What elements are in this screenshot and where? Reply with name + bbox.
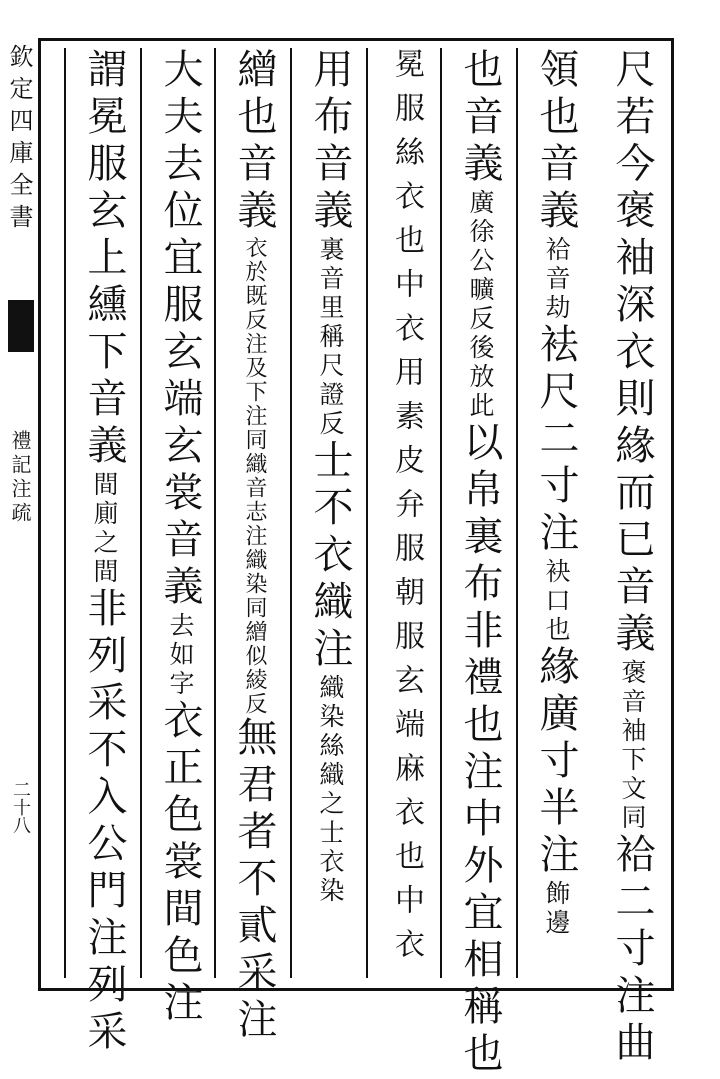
- main-text: 衣正色裳間色注: [157, 699, 203, 1028]
- annotation: 裏音里稱尺證反: [316, 236, 345, 439]
- margin-fishtail-mark: [8, 300, 34, 352]
- annotation: 去如字: [166, 612, 195, 699]
- annotation: 褒音袖下文同: [618, 659, 647, 833]
- margin-title: 欽定四庫全書: [5, 44, 33, 236]
- text-column-1: [594, 48, 670, 1068]
- annotation: 飾邊: [542, 880, 571, 938]
- main-text: 士不衣織注: [307, 439, 353, 674]
- margin-page-number: 二十八: [10, 780, 31, 834]
- text-column-4: [366, 48, 442, 978]
- main-text: 尺若今褒袖深衣則緣而已音義: [609, 48, 655, 659]
- main-text: 非列采不入公門注列采: [81, 587, 127, 1057]
- annotation: 袷音劫: [542, 236, 571, 323]
- main-text: 也音義: [457, 48, 503, 189]
- main-text: 袪尺二寸注: [533, 323, 579, 558]
- main-text: 無君者不貳采注: [231, 716, 277, 1045]
- main-text: 以帛裏布非禮也注中外宜相稱也: [457, 421, 503, 1079]
- main-text: 用布音義: [307, 48, 353, 236]
- annotation: 間廁之間: [90, 471, 119, 587]
- annotation: 廣徐公曠反後放此: [466, 189, 495, 421]
- text-column-5: [290, 48, 366, 978]
- main-text: 領也音義: [533, 48, 579, 236]
- annotation: 衣於既反注及下注同織音志注織染同繒似綾反: [242, 236, 267, 716]
- main-text: 謂冕服玄上纁下音義: [81, 48, 127, 471]
- text-column-2: [516, 48, 592, 978]
- margin-book-title: 禮記注疏: [8, 430, 32, 526]
- annotation: 袂口也: [542, 558, 571, 645]
- main-text: 繒也音義: [231, 48, 277, 236]
- main-text: 冕服絲衣也中衣用素皮弁服朝服玄端麻衣也中衣: [389, 48, 424, 972]
- text-column-6: [214, 48, 290, 1045]
- main-text: 大夫去位宜服玄端玄裳音義: [157, 48, 203, 612]
- main-text: 緣廣寸半注: [533, 645, 579, 880]
- annotation: 織染絲織之士衣染: [316, 674, 345, 906]
- text-column-3: [440, 48, 516, 1079]
- main-text: 袷二寸注曲: [609, 833, 655, 1068]
- text-column-8: [64, 48, 140, 1057]
- text-column-7: [140, 48, 216, 1028]
